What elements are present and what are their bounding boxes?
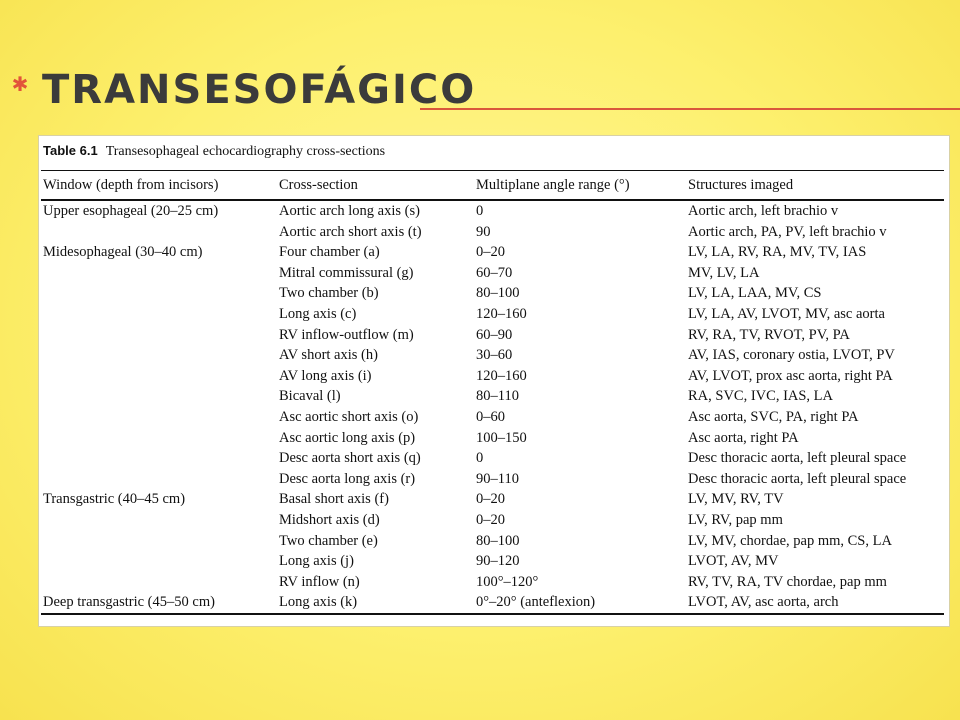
cell-window	[41, 531, 277, 552]
header-cross-section: Cross-section	[279, 176, 358, 193]
table-row	[41, 428, 944, 449]
table-row	[41, 510, 944, 531]
cell-cross-section: Aortic arch short axis (t)	[279, 223, 422, 240]
cell-angle-range: 0	[476, 450, 484, 467]
cell-structures: RV, RA, TV, RVOT, PV, PA	[688, 326, 850, 343]
cell-angle-range: 90–120	[476, 553, 520, 570]
table-row	[41, 325, 944, 346]
cell-structures: MV, LV, LA	[688, 264, 760, 281]
cell-window	[41, 345, 277, 366]
cell-angle-range: 100°–120°	[476, 573, 539, 590]
cell-structures: LV, LA, RV, RA, MV, TV, IAS	[688, 244, 867, 261]
table-caption-text: Transesophageal echocardiography cross-sections	[105, 144, 386, 159]
cell-angle-range: 30–60	[476, 347, 513, 364]
cell-cross-section: Asc aortic short axis (o)	[279, 408, 419, 425]
cell-structures: RV, TV, RA, TV chordae, pap mm	[688, 573, 887, 590]
cell-window	[41, 283, 277, 304]
cell-structures: Asc aorta, SVC, PA, right PA	[688, 408, 859, 425]
cell-angle-range: 80–100	[476, 285, 520, 302]
cell-angle-range: 0–20	[476, 511, 505, 528]
cell-structures: RA, SVC, IVC, IAS, LA	[688, 388, 834, 405]
table-row	[41, 304, 944, 325]
cell-structures: LV, MV, RV, TV	[688, 491, 784, 508]
cell-window: Transgastric (40–45 cm)	[43, 491, 186, 508]
table-image	[38, 135, 950, 627]
cell-window: Midesophageal (30–40 cm)	[43, 244, 203, 261]
cell-angle-range: 0–60	[476, 408, 505, 425]
cell-structures: Desc thoracic aorta, left pleural space	[688, 470, 907, 487]
cross-sections-table	[41, 170, 944, 615]
cell-window: Upper esophageal (20–25 cm)	[43, 203, 219, 219]
cell-angle-range: 120–160	[476, 305, 527, 322]
cell-structures: LV, LA, LAA, MV, CS	[688, 285, 822, 302]
cell-cross-section: Four chamber (a)	[279, 244, 380, 261]
cell-window	[41, 469, 277, 490]
table-header-row	[41, 171, 944, 201]
cell-structures: LV, LA, AV, LVOT, MV, asc aorta	[688, 305, 885, 322]
cell-cross-section: Asc aortic long axis (p)	[279, 429, 416, 446]
cell-structures: LV, MV, chordae, pap mm, CS, LA	[688, 532, 892, 549]
cell-window	[41, 428, 277, 449]
cell-cross-section: Basal short axis (f)	[279, 491, 389, 508]
table-row	[41, 263, 944, 284]
table-row	[41, 200, 944, 222]
cell-angle-range: 80–100	[476, 532, 520, 549]
cell-window	[41, 407, 277, 428]
cell-window	[41, 304, 277, 325]
cell-angle-range: 80–110	[476, 388, 519, 405]
cell-structures: AV, LVOT, prox asc aorta, right PA	[688, 367, 893, 384]
table-row	[41, 386, 944, 407]
cell-structures: Asc aorta, right PA	[688, 429, 799, 446]
cell-cross-section: Aortic arch long axis (s)	[279, 203, 420, 219]
table-row	[41, 489, 944, 510]
cell-window	[41, 366, 277, 387]
cell-angle-range: 0–20	[476, 491, 505, 508]
cell-structures: LV, RV, pap mm	[688, 511, 783, 528]
cell-cross-section: Desc aorta long axis (r)	[279, 470, 416, 487]
cell-cross-section: Long axis (j)	[279, 553, 354, 570]
title-underline	[420, 108, 960, 110]
cell-cross-section: Two chamber (b)	[279, 285, 379, 302]
cell-angle-range: 0	[476, 203, 484, 219]
cell-cross-section: Mitral commissural (g)	[279, 264, 414, 281]
cell-angle-range: 0°–20° (anteflexion)	[476, 594, 596, 611]
cell-structures: LVOT, AV, MV	[688, 553, 779, 570]
cell-window	[41, 263, 277, 284]
cell-cross-section: Long axis (k)	[279, 594, 358, 611]
cell-angle-range: 90	[476, 223, 491, 240]
cell-structures: AV, IAS, coronary ostia, LVOT, PV	[688, 347, 895, 364]
cell-window	[41, 448, 277, 469]
cell-window	[41, 510, 277, 531]
header-window: Window (depth from incisors)	[43, 176, 219, 193]
table-row	[41, 551, 944, 572]
cell-cross-section: Two chamber (e)	[279, 532, 378, 549]
slide-title: TRANSESOFÁGICO	[42, 67, 477, 113]
cell-cross-section: AV long axis (i)	[279, 367, 372, 384]
table-row	[41, 345, 944, 366]
cell-angle-range: 60–90	[476, 326, 513, 343]
cell-angle-range: 60–70	[476, 264, 513, 281]
cell-window	[41, 222, 277, 243]
header-angle-range: Multiplane angle range (°)	[476, 176, 630, 193]
cell-window	[41, 551, 277, 572]
table-row	[41, 283, 944, 304]
table-row	[41, 448, 944, 469]
cell-window	[41, 386, 277, 407]
cell-angle-range: 0–20	[476, 244, 505, 261]
cell-cross-section: RV inflow-outflow (m)	[279, 326, 414, 343]
cell-structures: LVOT, AV, asc aorta, arch	[688, 594, 839, 611]
table-caption	[43, 143, 385, 160]
cell-cross-section: Long axis (c)	[279, 305, 357, 322]
table-caption-label: Table 6.1	[43, 143, 98, 158]
cell-cross-section: Midshort axis (d)	[279, 511, 380, 528]
cell-structures: Desc thoracic aorta, left pleural space	[688, 450, 907, 467]
cell-angle-range: 120–160	[476, 367, 527, 384]
cell-window	[41, 325, 277, 346]
cell-structures: Aortic arch, left brachio v	[688, 203, 839, 219]
cell-angle-range: 100–150	[476, 429, 527, 446]
table-row	[41, 242, 944, 263]
header-structures: Structures imaged	[688, 176, 794, 193]
table-row	[41, 572, 944, 593]
cell-cross-section: AV short axis (h)	[279, 347, 378, 364]
table-row	[41, 366, 944, 387]
cell-window	[41, 572, 277, 593]
table-row	[41, 592, 944, 614]
table-row	[41, 407, 944, 428]
cell-cross-section: Desc aorta short axis (q)	[279, 450, 421, 467]
cell-angle-range: 90–110	[476, 470, 519, 487]
cell-cross-section: RV inflow (n)	[279, 573, 360, 590]
table-row	[41, 531, 944, 552]
table-row	[41, 469, 944, 490]
table-body	[41, 200, 944, 614]
star-bullet-icon: ✱	[11, 72, 29, 96]
table-row	[41, 222, 944, 243]
cell-cross-section: Bicaval (l)	[279, 388, 341, 405]
cell-structures: Aortic arch, PA, PV, left brachio v	[688, 223, 887, 240]
cell-window: Deep transgastric (45–50 cm)	[43, 594, 215, 611]
